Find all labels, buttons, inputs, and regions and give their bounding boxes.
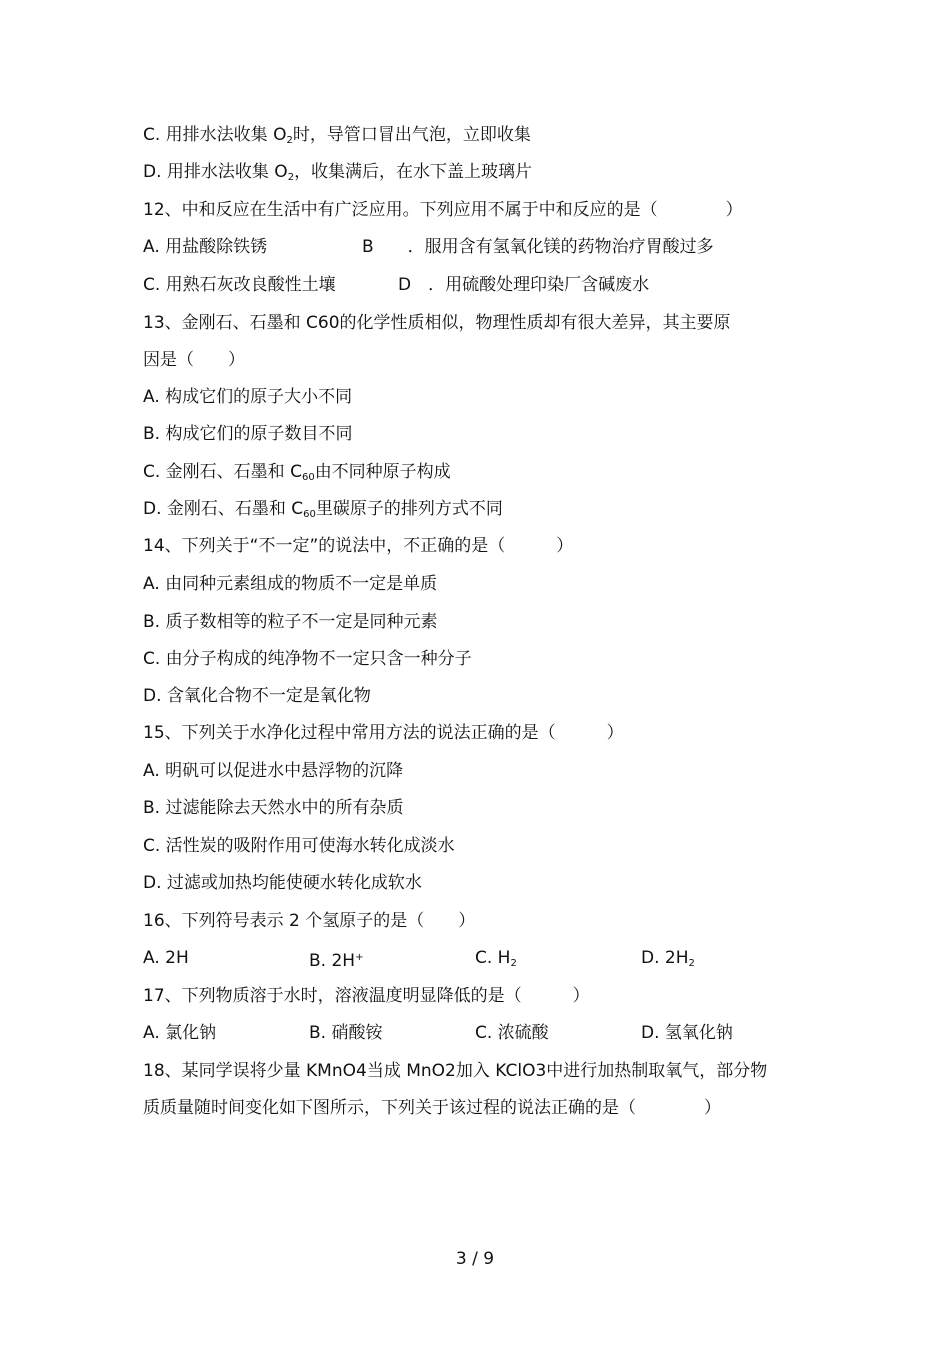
option-17d: D. 氢氧化钠 — [641, 1023, 733, 1043]
option-15d: D. 过滤或加热均能使硬水转化成软水 — [143, 873, 422, 893]
question-18: 18、某同学误将少量 KMnO4当成 MnO2加入 KClO3中进行加热制取氧气，部分物 — [143, 1061, 768, 1081]
option-14a: A. 由同种元素组成的物质不一定是单质 — [143, 574, 438, 594]
question-13-cont: 因是（ ） — [143, 350, 245, 370]
option-13d: D. 金刚石、石墨和 $C_{60}$里碳原子的排列方式不同 — [143, 499, 503, 520]
question-12: 12、中和反应在生活中有广泛应用。下列应用不属于中和反应的是（ ） — [143, 200, 743, 220]
question-15: 15、下列关于水净化过程中常用方法的说法正确的是（ ） — [143, 723, 624, 743]
option-13b: B. 构成它们的原子数目不同 — [143, 424, 353, 444]
option-17b: B. 硝酸铵 — [309, 1023, 383, 1043]
option-12a: A. 用盐酸除铁锈 — [143, 237, 268, 257]
option-11d: D. 用排水法收集 $O_2$，收集满后，在水下盖上玻璃片 — [143, 162, 533, 183]
option-11c: C. 用排水法收集 $O_2$时，导管口冒出气泡，立即收集 — [143, 125, 531, 146]
option-15b: B. 过滤能除去天然水中的所有杂质 — [143, 798, 404, 818]
question-13: 13、金刚石、石墨和 C60的化学性质相似，物理性质却有很大差异，其主要原 — [143, 313, 731, 333]
option-16a: A. 2H — [143, 948, 189, 968]
question-18-cont: 质质量随时间变化如下图所示，下列关于该过程的说法正确的是（ ） — [143, 1098, 721, 1118]
option-15c: C. 活性炭的吸附作用可使海水转化成淡水 — [143, 836, 455, 856]
option-12c: C. 用熟石灰改良酸性土壤 — [143, 275, 336, 295]
option-12d: D ．用硫酸处理印染厂含碱废水 — [398, 275, 650, 295]
question-16: 16、下列符号表示 2 个氢原子的是（ ） — [143, 911, 476, 931]
page-number: 3 / 9 — [455, 1249, 495, 1269]
option-14d: D. 含氧化合物不一定是氧化物 — [143, 686, 371, 706]
option-13a: A. 构成它们的原子大小不同 — [143, 387, 353, 407]
option-16d: D. $2H_2$ — [641, 948, 695, 969]
question-14: 14、下列关于“不一定”的说法中，不正确的是（ ） — [143, 536, 574, 556]
option-14b: B. 质子数相等的粒子不一定是同种元素 — [143, 612, 438, 632]
option-13c: C. 金刚石、石墨和 $C_{60}$由不同种原子构成 — [143, 462, 451, 483]
option-12b: B ．服用含有氢氧化镁的药物治疗胃酸过多 — [362, 237, 714, 257]
option-17a: A. 氯化钠 — [143, 1023, 217, 1043]
option-14c: C. 由分子构成的纯净物不一定只含一种分子 — [143, 649, 472, 669]
option-16c: C. $H_2$ — [475, 948, 517, 969]
option-15a: A. 明矾可以促进水中悬浮物的沉降 — [143, 761, 404, 781]
option-17c: C. 浓硫酸 — [475, 1023, 549, 1043]
question-17: 17、下列物质溶于水时，溶液温度明显降低的是（ ） — [143, 986, 590, 1006]
option-16b: B. 2H+ — [309, 951, 364, 971]
